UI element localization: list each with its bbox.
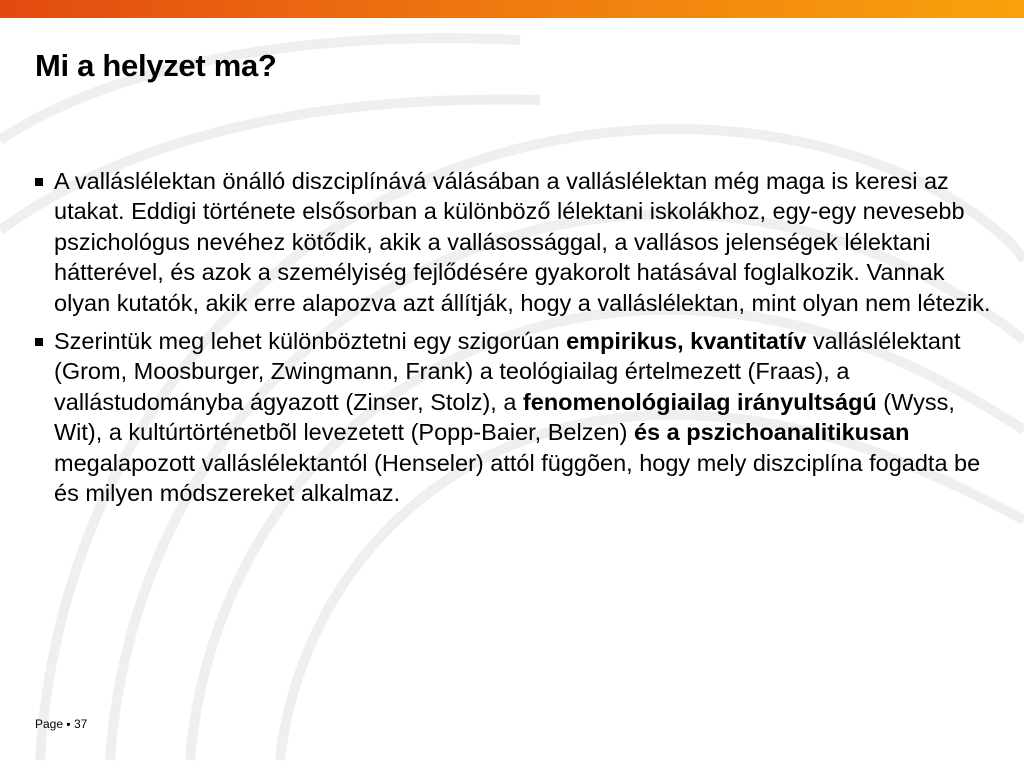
square-bullet-icon: [35, 338, 43, 346]
bullet-text-bold-segment: és a pszichoanalitikusan: [633, 419, 910, 446]
bullet-text-bold-segment: fenomenológiailag irányultságú: [522, 388, 877, 415]
bullet-text: [54, 168, 991, 316]
page-label: Page: [35, 717, 64, 731]
bullet-item: [35, 166, 995, 318]
bullet-text-bold-segment: empirikus, kvantitatív: [566, 328, 807, 355]
square-bullet-icon: [35, 178, 43, 186]
top-accent-bar: [0, 0, 1024, 18]
bullet-text-segment: valláslélektant (Grom, Moosburger, Zwingmann, Frank) a teológiailag értelmezett (Fraas), a vallástudományba ágyazott (Zinser, Stolz), a: [54, 328, 961, 415]
bullet-text-segment: A valláslélektan önálló diszciplínává válásában a valláslélektan még maga is keresi az utakat. Eddigi története elsősorban a különböző lélektani iskolákhoz, egy-egy nevesebb pszichológus nevéhez kötődik, akik a vallásossággal, a vallásos jelenségek lélektani hátterével, és azok a személyiség fejlődésére gyakorolt hatásával foglalkozik. Vannak olyan kutatók, akik erre alapozva azt állítják, hogy a valláslélektan, mint olyan nem létezik.: [54, 168, 991, 316]
bullet-item: [35, 326, 995, 508]
slide-footer: [35, 717, 87, 731]
bullet-text-segment: megalapozott valláslélektantól (Henseler) attól függõen, hogy mely diszciplína fogadta be és milyen módszereket alkalmaz.: [54, 449, 981, 507]
footer-separator-icon: ▪: [66, 717, 71, 731]
bullet-text: [54, 328, 980, 506]
slide-title: Mi a helyzet ma?: [35, 48, 277, 83]
slide-content: [35, 166, 995, 516]
page-number: 37: [73, 717, 88, 731]
bullet-text-segment: (Wyss, Wit), a kultúrtörténetbõl levezetett (Popp-Baier, Belzen): [54, 388, 955, 446]
bullet-text-segment: Szerintük meg lehet különböztetni egy szigorúan: [54, 328, 567, 355]
